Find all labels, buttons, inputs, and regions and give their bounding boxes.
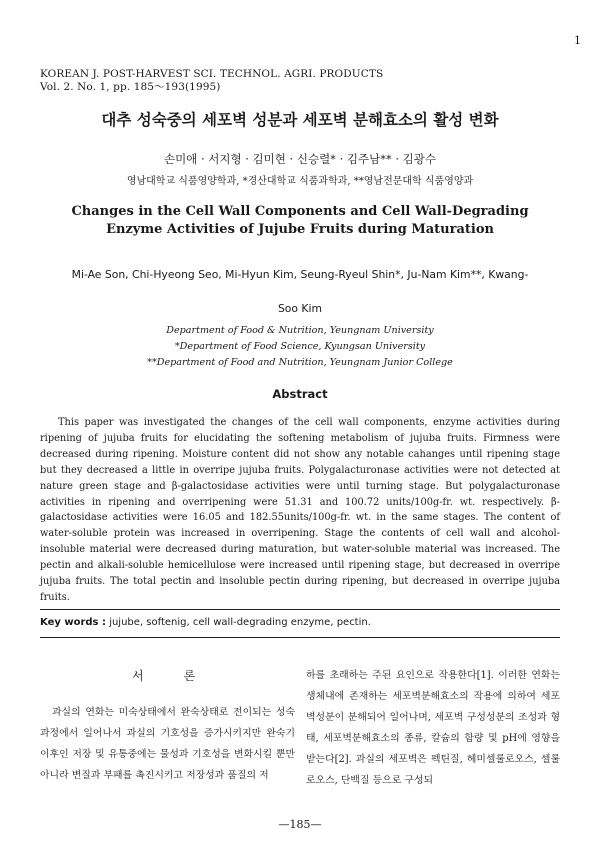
abstract-text: This paper was investigated the changes of the cell wall components, enzyme activities during ripening of jujuba fruits for elucidating the softening metabolism of jujuba fruits. Firmness were decreased during ripening. Moisture content did not show any notable cahanges until ripening stage but they decreased a little in overripe jujuba fruits. Polygalacturonase activities were not detected at nature green stage and β-galactosidase activities were until turning stage. But polygalacturonase activities in ripening and overripening were 51.31 and 100.72 units/100g-fr. wt. respectively. β-galactosidase activities were 16.05 and 182.55units/100g-fr. wt. in the same stages. The content of water-soluble protein was increased in overripening. Stage the contents of cell wall and alcohol-insoluble material were decreased during maturation, but water-soluble material was increased. The pectin and alkali-soluble hemicellulose were increased until ripening stage, but decreased in overripe jujuba fruits. The total pectin and insoluble pectin during ripening, but decreased in overripe jujuba fruits. — [40, 417, 560, 603]
keywords-label: Key words : — [40, 617, 106, 628]
english-authors-line-1: Mi-Ae Son, Chi-Hyeong Seo, Mi-Hyun Kim, Seung-Ryeul Shin*, Ju-Nam Kim**, Kwang- — [71, 268, 529, 281]
korean-affiliations: 영남대학교 식품영양학과, *경산대학교 식품과학과, **영남전문대학 식품영양과 — [126, 176, 474, 187]
department-1: Department of Food & Nutrition, Yeungnam University — [166, 325, 434, 336]
english-authors — [20, 258, 580, 326]
page-number-bottom: —185— — [278, 818, 322, 831]
keywords-list: jujube, softenig, cell wall-degrading enzyme, pectin. — [109, 617, 371, 628]
departments — [0, 323, 600, 371]
english-authors-line-2: Soo Kim — [277, 302, 323, 315]
department-3: **Department of Food and Nutrition, Yeungnam Junior College — [147, 357, 453, 368]
abstract-heading: Abstract — [272, 387, 328, 401]
korean-authors: 손미애 · 서지형 · 김미현 · 신승렬* · 김주남** · 김광수 — [163, 152, 437, 166]
department-2: *Department of Food Science, Kyungsan University — [174, 341, 426, 352]
divider-bottom — [40, 637, 560, 638]
section-heading-introduction: 서론 — [132, 669, 236, 683]
journal-header — [40, 68, 383, 94]
journal-volume: Vol. 2. No. 1, pp. 185～193(1995) — [40, 81, 221, 93]
english-title-line-2: Enzyme Activities of Jujube Fruits during Maturation — [106, 222, 494, 237]
page-number-top: 1 — [574, 34, 581, 47]
korean-title: 대추 성숙중의 세포벽 성분과 세포벽 분해효소의 활성 변화 — [101, 111, 499, 129]
intro-right-column: 하를 초래하는 주된 요인으로 작용한다[1]. 이러한 연화는 생체내에 존재하는 세포벽분해효소의 작용에 의하여 세포벽성분이 분해되어 일어나며, 세포벽 구성성분의 조성과 형태, 세포벽분해효소의 종류, 칼슘의 함량 및 pH에 영향을 받는다[2]. 과실의 세포벽은 펙틴질, 헤미셀룰로오스, 셀룰로오스, 단백질 등으로 구성되 — [306, 670, 560, 786]
english-title-line-1: Changes in the Cell Wall Components and Cell Wall-Degrading — [71, 204, 529, 219]
keywords — [40, 617, 371, 628]
journal-name: KOREAN J. POST-HARVEST SCI. TECHNOL. AGRI. PRODUCTS — [40, 68, 384, 80]
intro-left-column: 과실의 연화는 미숙상태에서 완숙상태로 전이되는 성숙과정에서 일어나서 과실의 기호성을 증가시키지만 완숙기 이후인 저장 및 유통중에는 물성과 기호성을 변화시킬 뿐만 아니라 변질과 부패를 촉진시키고 저장성과 품질의 저 — [40, 707, 295, 781]
divider-top — [40, 609, 560, 610]
english-title — [0, 203, 600, 239]
